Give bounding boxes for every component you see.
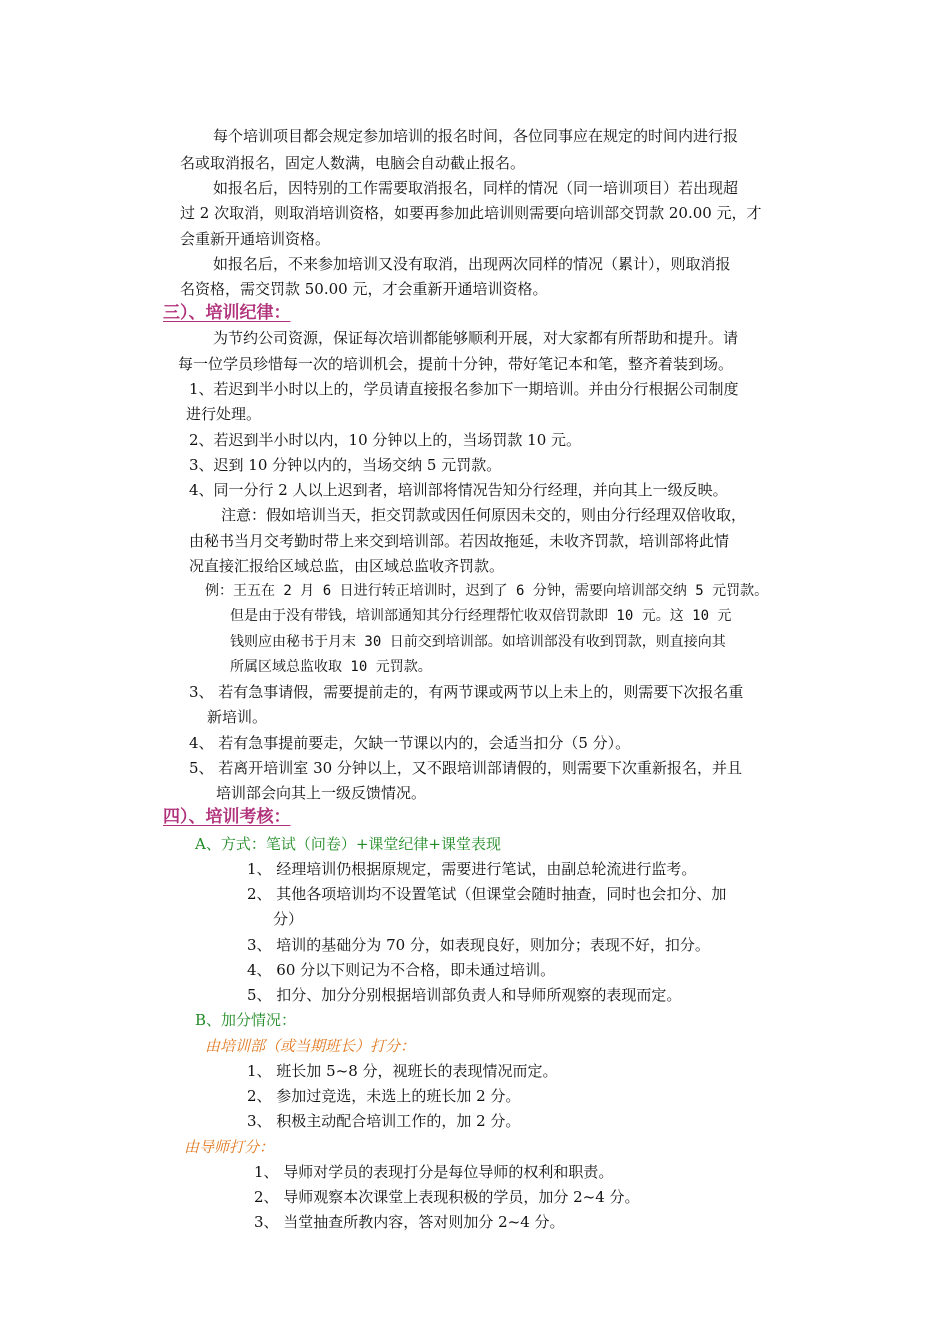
- section3-line: 每一位学员珍惜每一次的培训机会，提前十分钟，带好笔记本和笔，整齐着装到场。: [178, 355, 734, 373]
- section3-line: 为节约公司资源，保证每次培训都能够顺利开展，对大家都有所帮助和提升。请: [213, 329, 739, 347]
- section-heading: [163, 806, 321, 828]
- section3-rule: 3、 若有急事请假，需要提前走的，有两节课或两节以上未上的，则需要下次报名重: [189, 683, 744, 701]
- section3-rule: 2、若迟到半小时以内，10 分钟以上的，当场罚款 10 元。: [189, 431, 582, 449]
- method-label: A、方式：笔试（问卷）+课堂纪律+课堂表现: [195, 835, 501, 853]
- bonus-item: 3、 积极主动配合培训工作的，加 2 分。: [247, 1112, 521, 1130]
- bonus-item: 1、 班长加 5~8 分，视班长的表现情况而定。: [247, 1062, 558, 1080]
- section3-rule: 进行处理。: [186, 405, 262, 423]
- bonus-item: 2、 参加过竞选，未选上的班长加 2 分。: [247, 1087, 521, 1105]
- section-heading-text: 三）、培训纪律：: [163, 303, 291, 323]
- section-heading: [163, 302, 321, 324]
- method-item: 3、 培训的基础分为 70 分，如表现良好，则加分；表现不好，扣分。: [247, 936, 710, 954]
- intro-line: 会重新开通培训资格。: [180, 230, 331, 248]
- section3-rule: 培训部会向其上一级反馈情况。: [216, 784, 427, 802]
- bonus-item: 2、 导师观察本次课堂上表现积极的学员，加分 2~4 分。: [254, 1188, 640, 1206]
- bonus-subheading: 由导师打分：: [184, 1138, 275, 1156]
- intro-line: 过 2 次取消，则取消培训资格，如要再参加此培训则需要向培训部交罚款 20.00 元，才: [180, 204, 762, 222]
- note-line: 由秘书当月交考勤时带上来交到培训部。若因故拖延，未收齐罚款，培训部将此情: [189, 532, 730, 550]
- bonus-subheading: 由培训部（或当期班长）打分：: [205, 1037, 416, 1055]
- section3-rule: 5、 若离开培训室 30 分钟以上，又不跟培训部请假的，则需要下次重新报名，并且: [189, 759, 742, 777]
- example-line: 例：王五在 2 月 6 日进行转正培训时，迟到了 6 分钟，需要向培训部交纳 5 元罚款。: [205, 583, 769, 599]
- bonus-label: B、加分情况：: [195, 1011, 297, 1029]
- note-line: 况直接汇报给区域总监，由区域总监收齐罚款。: [189, 557, 505, 575]
- method-item: 1、 经理培训仍根据原规定，需要进行笔试，由副总轮流进行监考。: [247, 860, 697, 878]
- intro-line: 名资格，需交罚款 50.00 元，才会重新开通培训资格。: [180, 280, 548, 298]
- method-item: 分）: [273, 910, 304, 928]
- method-item: 4、 60 分以下则记为不合格，即未通过培训。: [247, 961, 556, 979]
- intro-line: 每个培训项目都会规定参加培训的报名时间，各位同事应在规定的时间内进行报: [213, 127, 739, 145]
- intro-line: 如报名后，因特别的工作需要取消报名，同样的情况（同一培训项目）若出现超: [213, 179, 739, 197]
- bonus-item: 1、 导师对学员的表现打分是每位导师的权利和职责。: [254, 1163, 614, 1181]
- intro-line: 如报名后，不来参加培训又没有取消，出现两次同样的情况（累计），则取消报: [213, 255, 731, 273]
- example-line: 但是由于没有带钱，培训部通知其分行经理帮忙收双倍罚款即 10 元。这 10 元: [230, 608, 732, 624]
- method-item: 5、 扣分、加分分别根据培训部负责人和导师所观察的表现而定。: [247, 986, 682, 1004]
- note-line: 注意：假如培训当天，拒交罚款或因任何原因未交的，则由分行经理双倍收取，: [221, 506, 747, 524]
- section3-rule: 1、若迟到半小时以上的，学员请直接报名参加下一期培训。并由分行根据公司制度: [189, 380, 739, 398]
- example-line: 所属区域总监收取 10 元罚款。: [230, 659, 432, 675]
- section3-rule: 新培训。: [207, 708, 268, 726]
- bonus-item: 3、 当堂抽查所教内容，答对则加分 2~4 分。: [254, 1213, 565, 1231]
- section3-rule: 4、同一分行 2 人以上迟到者，培训部将情况告知分行经理，并向其上一级反映。: [189, 481, 728, 499]
- section3-rule: 3、迟到 10 分钟以内的，当场交纳 5 元罚款。: [189, 456, 502, 474]
- section-heading-text: 四）、培训考核：: [163, 807, 291, 827]
- intro-line: 名或取消报名，固定人数满，电脑会自动截止报名。: [180, 154, 526, 172]
- section3-rule: 4、 若有急事提前要走，欠缺一节课以内的，会适当扣分（5 分）。: [189, 734, 631, 752]
- example-line: 钱则应由秘书于月末 30 日前交到培训部。如培训部没有收到罚款，则直接向其: [230, 634, 726, 650]
- method-item: 2、 其他各项培训均不设置笔试（但课堂会随时抽查，同时也会扣分、加: [247, 885, 727, 903]
